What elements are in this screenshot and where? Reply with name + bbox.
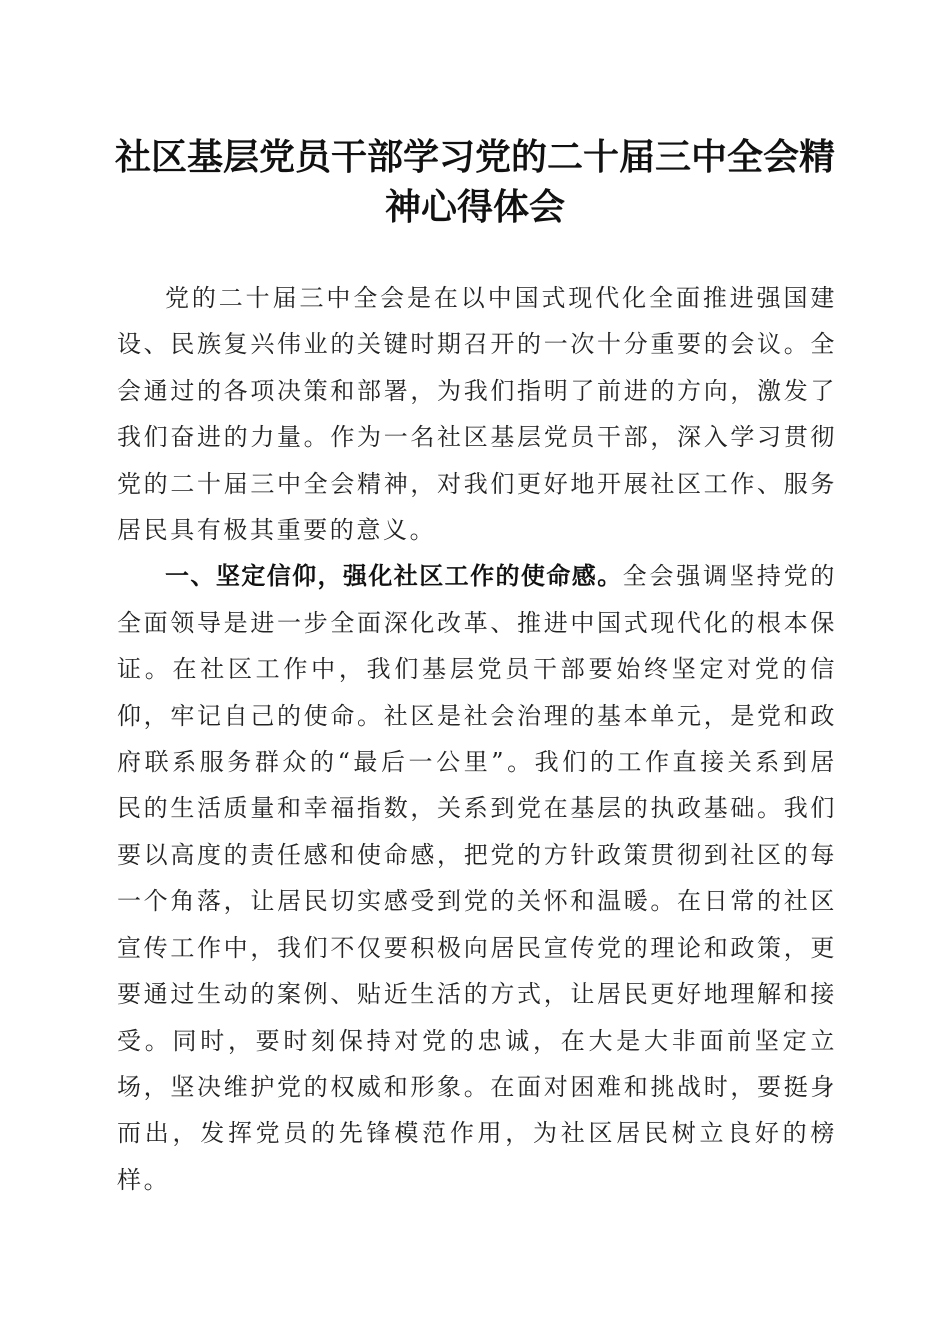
section-paragraph — [117, 553, 837, 1203]
document-title: 社区基层党员干部学习党的二十届三中全会精神心得体会 — [114, 136, 835, 228]
section-heading: 一、坚定信仰，强化社区工作的使命感。 — [165, 562, 623, 591]
document-body — [117, 275, 837, 1203]
section-text: 全会强调坚持党的全面领导是进一步全面深化改革、推进中国式现代化的根本保证。在社区工作中，我们基层党员干部要始终坚定对党的信仰，牢记自己的使命。社区是社会治理的基本单元，是党和政府联系服务群众的“最后一公里”。我们的工作直接关系到居民的生活质量和幸福指数，关系到党在基层的执政基础。我们要以高度的责任感和使命感，把党的方针政策贯彻到社区的每一个角落，让居民切实感受到党的关怀和温暖。在日常的社区宣传工作中，我们不仅要积极向居民宣传党的理论和政策，更要通过生动的案例、贴近生活的方式，让居民更好地理解和接受。同时，要时刻保持对党的忠诚，在大是大非面前坚定立场，坚决维护党的权威和形象。在面对困难和挑战时，要挺身而出，发挥党员的先锋模范作用，为社区居民树立良好的榜样。 — [117, 562, 837, 1194]
intro-paragraph: 党的二十届三中全会是在以中国式现代化全面推进强国建设、民族复兴伟业的关键时期召开的一次十分重要的会议。全会通过的各项决策和部署，为我们指明了前进的方向，激发了我们奋进的力量。作为一名社区基层党员干部，深入学习贯彻党的二十届三中全会精神，对我们更好地开展社区工作、服务居民具有极其重要的意义。 — [117, 284, 837, 545]
